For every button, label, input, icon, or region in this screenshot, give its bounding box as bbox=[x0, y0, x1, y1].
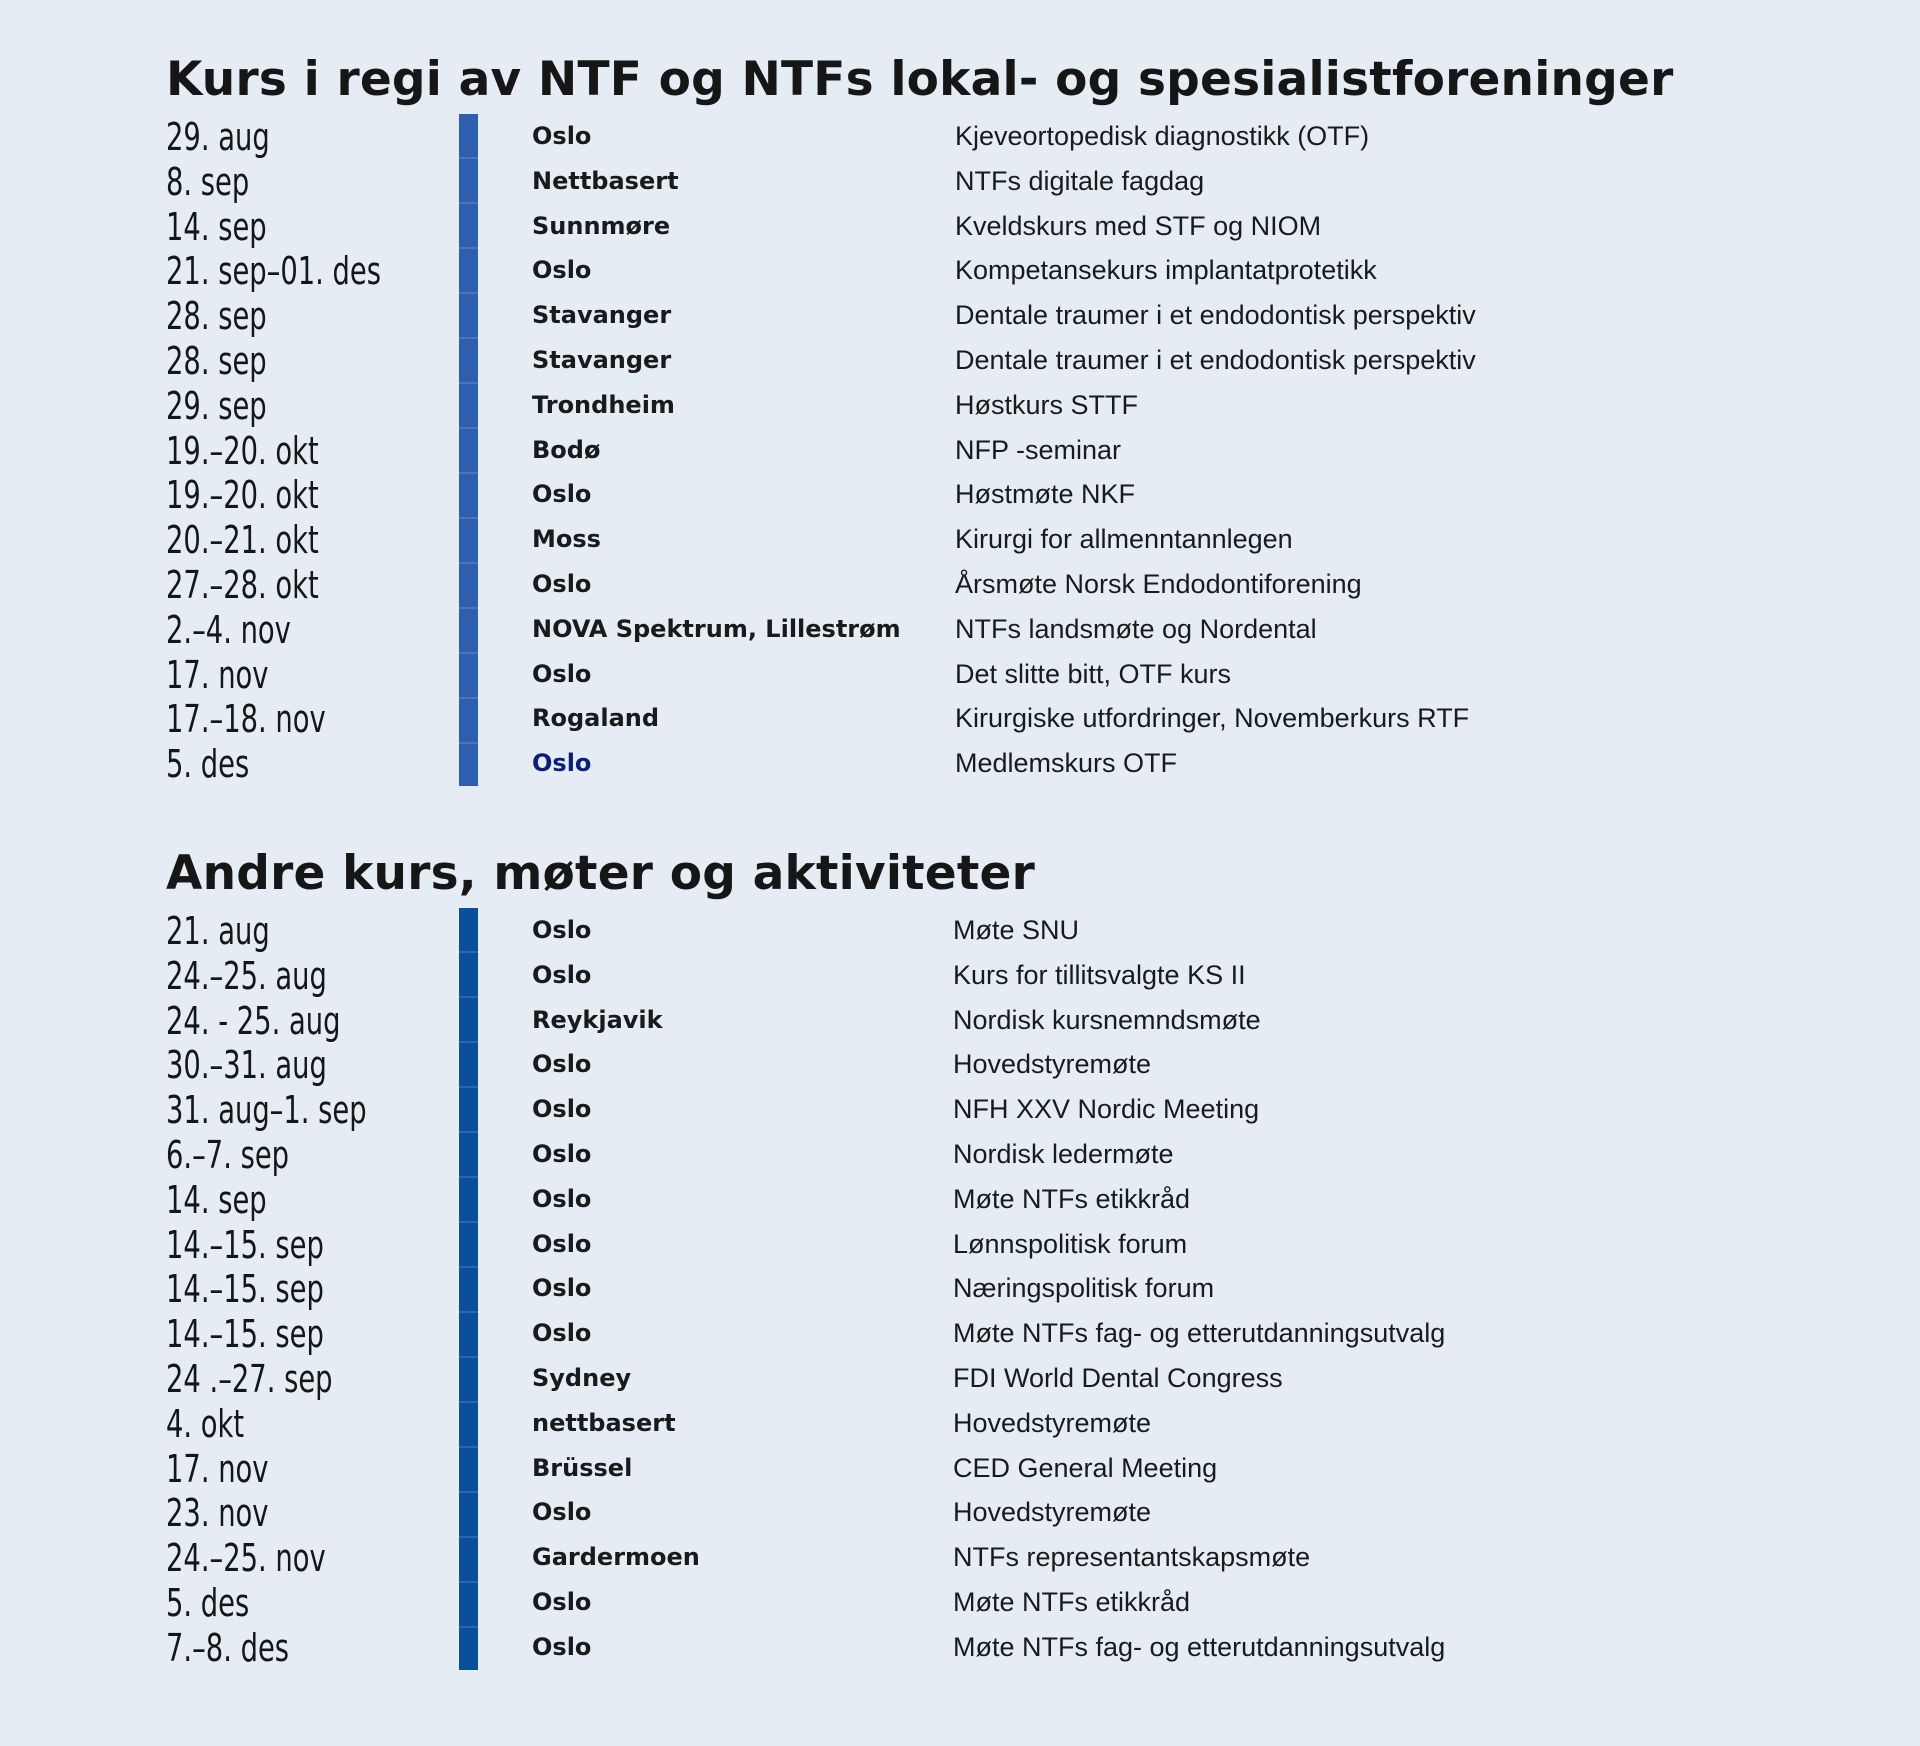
event-location: Oslo bbox=[532, 659, 592, 688]
event-date: 31. aug–1. sep bbox=[166, 1088, 367, 1133]
calendar-row bbox=[166, 1401, 1866, 1446]
calendar-list bbox=[166, 114, 1866, 786]
event-location: Oslo bbox=[532, 1587, 592, 1616]
event-title: Møte NTFs etikkråd bbox=[953, 1586, 1191, 1617]
event-date: 21. sep–01. des bbox=[166, 249, 382, 294]
event-location: Oslo bbox=[532, 1050, 592, 1079]
event-date: 14.–15. sep bbox=[166, 1312, 324, 1357]
calendar-row bbox=[166, 1356, 1866, 1401]
event-title: Nordisk ledermøte bbox=[953, 1138, 1174, 1169]
event-date: 24.–25. nov bbox=[166, 1536, 326, 1581]
event-title: CED General Meeting bbox=[953, 1452, 1218, 1483]
event-location: NOVA Spektrum, Lillestrøm bbox=[532, 614, 901, 643]
event-title: Næringspolitisk forum bbox=[953, 1273, 1215, 1304]
event-date: 20.–21. okt bbox=[166, 518, 319, 563]
calendar-list bbox=[166, 908, 1866, 1670]
event-title: NFH XXV Nordic Meeting bbox=[953, 1094, 1260, 1125]
event-date: 14. sep bbox=[166, 1177, 267, 1222]
event-title: Det slitte bitt, OTF kurs bbox=[955, 658, 1232, 689]
event-location: Gardermoen bbox=[532, 1543, 700, 1572]
calendar-row bbox=[166, 1222, 1866, 1267]
event-title: Høstkurs STTF bbox=[955, 389, 1138, 420]
event-location: Moss bbox=[532, 525, 601, 554]
event-location: Trondheim bbox=[532, 390, 675, 419]
event-title: Hovedstyremøte bbox=[953, 1407, 1152, 1438]
event-location: Rogaland bbox=[532, 704, 660, 733]
calendar-row bbox=[166, 1625, 1866, 1670]
calendar-row bbox=[166, 1042, 1866, 1087]
event-date: 8. sep bbox=[166, 159, 250, 204]
calendar-row bbox=[166, 114, 1866, 159]
calendar-row bbox=[166, 652, 1866, 697]
calendar-row bbox=[166, 741, 1866, 786]
event-title: Kjeveortopedisk diagnostikk (OTF) bbox=[955, 121, 1370, 151]
event-date: 5. des bbox=[166, 742, 250, 787]
event-location: Bodø bbox=[532, 435, 601, 464]
event-date: 29. sep bbox=[166, 383, 267, 428]
event-title: NTFs representantskapsmøte bbox=[953, 1542, 1311, 1573]
calendar-row bbox=[166, 562, 1866, 607]
event-location: Reykjavik bbox=[532, 1005, 663, 1034]
event-title: Medlemskurs OTF bbox=[955, 748, 1178, 779]
event-title: Hovedstyremøte bbox=[953, 1049, 1152, 1080]
calendar-row bbox=[166, 1266, 1866, 1311]
calendar-row bbox=[166, 293, 1866, 338]
event-title: Nordisk kursnemndsmøte bbox=[953, 1004, 1261, 1035]
event-location: Oslo bbox=[532, 569, 592, 598]
calendar-row bbox=[166, 908, 1866, 953]
event-location: Sunnmøre bbox=[532, 211, 671, 240]
event-location: nettbasert bbox=[532, 1408, 676, 1437]
event-date: 5. des bbox=[166, 1580, 250, 1625]
calendar-row bbox=[166, 998, 1866, 1043]
event-date: 24. - 25. aug bbox=[166, 998, 341, 1043]
event-title: Lønnspolitisk forum bbox=[953, 1228, 1188, 1259]
event-title: Møte NTFs fag- og etterutdanningsutvalg bbox=[953, 1631, 1446, 1662]
event-date: 23. nov bbox=[166, 1491, 269, 1536]
event-date: 24.–25. aug bbox=[166, 953, 327, 998]
event-location: Oslo bbox=[532, 960, 592, 989]
event-date: 27.–28. okt bbox=[166, 562, 319, 607]
calendar-row bbox=[166, 1446, 1866, 1491]
event-title: Dentale traumer i et endodontisk perspektiv bbox=[955, 344, 1476, 375]
event-date: 17.–18. nov bbox=[166, 697, 326, 742]
calendar-row bbox=[166, 1580, 1866, 1625]
event-title: Kurs for tillitsvalgte KS II bbox=[953, 959, 1246, 990]
event-location: Oslo bbox=[532, 1632, 592, 1661]
calendar-row bbox=[166, 607, 1866, 652]
event-date: 28. sep bbox=[166, 338, 267, 383]
event-location: Stavanger bbox=[532, 301, 672, 330]
event-title: Kirurgiske utfordringer, Novemberkurs RTF bbox=[955, 703, 1470, 734]
calendar-row bbox=[166, 159, 1866, 204]
event-date: 24 .–27. sep bbox=[166, 1356, 333, 1401]
event-date: 7.–8. des bbox=[166, 1625, 290, 1670]
calendar-row bbox=[166, 953, 1866, 998]
event-date: 6.–7. sep bbox=[166, 1132, 290, 1177]
calendar-row bbox=[166, 1311, 1866, 1356]
event-location: Oslo bbox=[532, 256, 592, 285]
section-ntf-courses bbox=[166, 48, 1866, 786]
event-title: Kirurgi for allmenntannlegen bbox=[955, 524, 1293, 555]
event-date: 17. nov bbox=[166, 652, 269, 697]
event-date: 19.–20. okt bbox=[166, 428, 319, 473]
event-location: Oslo bbox=[532, 1139, 592, 1168]
event-title: Kompetansekurs implantatprotetikk bbox=[955, 255, 1377, 286]
event-date: 30.–31. aug bbox=[166, 1043, 327, 1088]
calendar-row bbox=[166, 472, 1866, 517]
event-location: Oslo bbox=[532, 1498, 592, 1527]
event-title: Hovedstyremøte bbox=[953, 1497, 1152, 1528]
event-location: Oslo bbox=[532, 916, 592, 944]
calendar-row bbox=[166, 696, 1866, 741]
event-date: 14.–15. sep bbox=[166, 1267, 324, 1312]
event-date: 14. sep bbox=[166, 204, 267, 249]
event-date: 21. aug bbox=[166, 909, 270, 953]
event-title: Møte NTFs etikkråd bbox=[953, 1183, 1191, 1214]
calendar-row bbox=[166, 1177, 1866, 1222]
event-location: Brüssel bbox=[532, 1453, 633, 1482]
event-title: Dentale traumer i et endodontisk perspektiv bbox=[955, 300, 1476, 331]
event-location: Oslo bbox=[532, 122, 592, 150]
section-title: Kurs i regi av NTF og NTFs lokal- og spesialistforeninger bbox=[166, 52, 1674, 107]
event-date: 2.–4. nov bbox=[166, 607, 291, 652]
event-date: 19.–20. okt bbox=[166, 473, 319, 518]
event-date: 29. aug bbox=[166, 115, 270, 159]
event-title: NFP -seminar bbox=[955, 434, 1122, 465]
calendar-row bbox=[166, 1087, 1866, 1132]
calendar-row bbox=[166, 338, 1866, 383]
event-location: Oslo bbox=[532, 1229, 592, 1258]
event-location: Stavanger bbox=[532, 345, 672, 374]
event-location: Oslo bbox=[532, 1319, 592, 1348]
calendar-row bbox=[166, 383, 1866, 428]
event-location: Sydney bbox=[532, 1363, 632, 1392]
calendar-row bbox=[166, 428, 1866, 473]
event-title: Årsmøte Norsk Endodontiforening bbox=[955, 568, 1362, 599]
calendar-row bbox=[166, 517, 1866, 562]
event-location: Oslo bbox=[532, 1095, 592, 1124]
event-title: Møte NTFs fag- og etterutdanningsutvalg bbox=[953, 1318, 1446, 1349]
event-title: Høstmøte NKF bbox=[955, 479, 1135, 510]
section-other-activities bbox=[166, 842, 1866, 1670]
calendar-row bbox=[166, 204, 1866, 249]
event-location: Nettbasert bbox=[532, 166, 679, 195]
event-date: 17. nov bbox=[166, 1446, 269, 1491]
event-location: Oslo bbox=[532, 1274, 592, 1303]
event-title: Møte SNU bbox=[953, 915, 1080, 945]
event-date: 28. sep bbox=[166, 294, 267, 339]
event-title: NTFs landsmøte og Nordental bbox=[955, 613, 1317, 644]
section-title: Andre kurs, møter og aktiviteter bbox=[166, 846, 1035, 901]
event-location: Oslo bbox=[532, 480, 592, 509]
event-date: 4. okt bbox=[166, 1401, 245, 1446]
calendar-row bbox=[166, 1535, 1866, 1580]
calendar-row bbox=[166, 248, 1866, 293]
event-title: NTFs digitale fagdag bbox=[955, 165, 1205, 196]
event-title: Kveldskurs med STF og NIOM bbox=[955, 210, 1322, 241]
calendar-row bbox=[166, 1132, 1866, 1177]
event-title: FDI World Dental Congress bbox=[953, 1362, 1283, 1393]
event-location: Oslo bbox=[532, 1184, 592, 1213]
event-date: 14.–15. sep bbox=[166, 1222, 324, 1267]
calendar-row bbox=[166, 1490, 1866, 1535]
event-location: Oslo bbox=[532, 749, 592, 778]
